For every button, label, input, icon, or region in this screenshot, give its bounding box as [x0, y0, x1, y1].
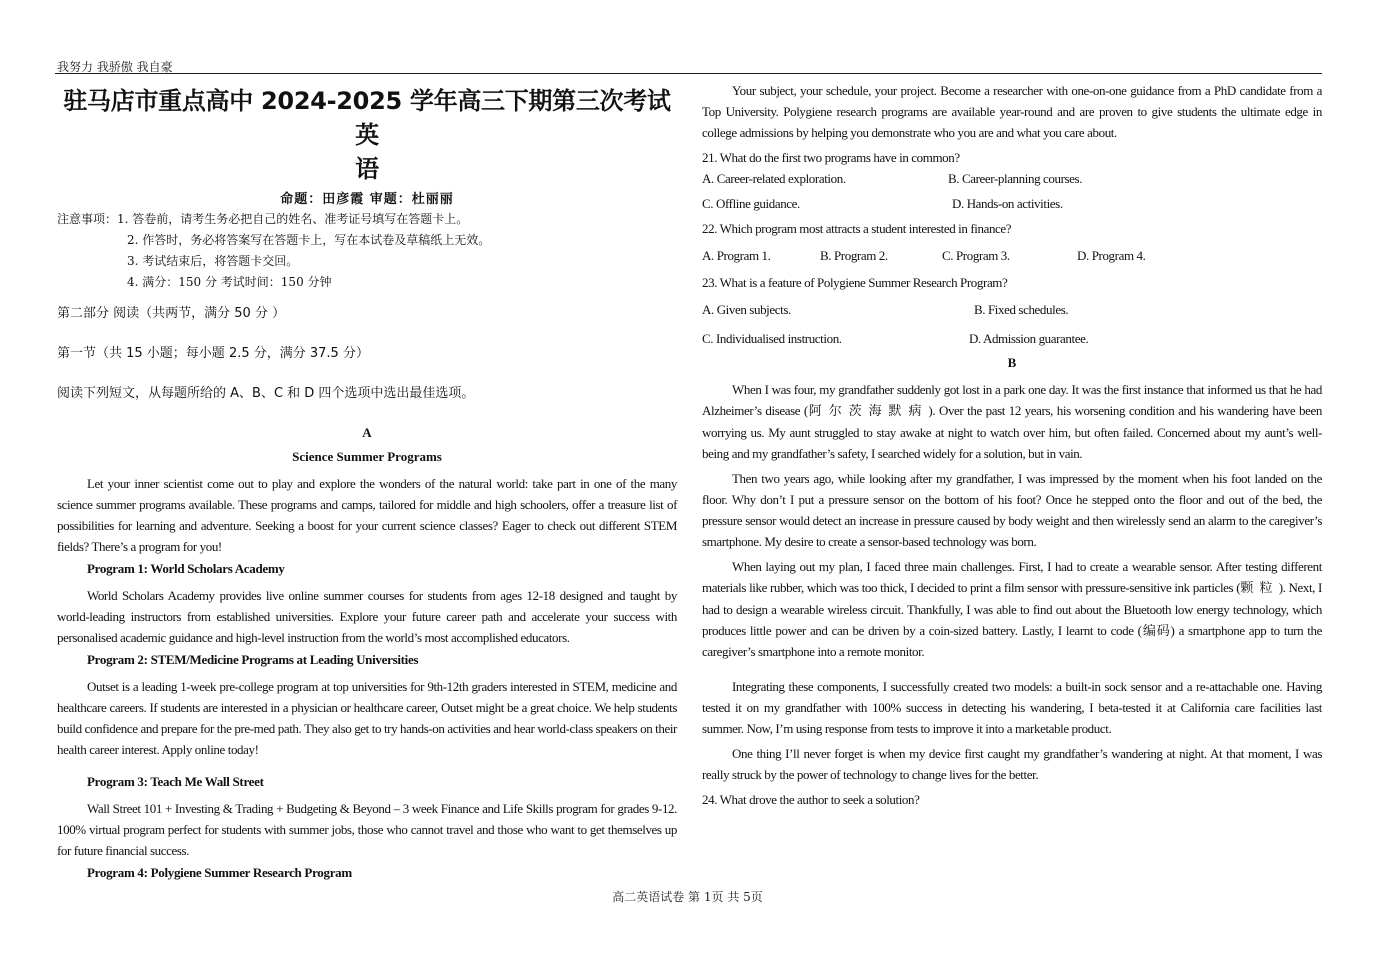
program-text: Outset is a leading 1-week pre-college program at top universities for 9th-12th graders interested in STEM, medicine and healthcare careers. If students are interested in a physician or healthcare career, Outset might be a great choice. We help students build confidence and prepare for the pre-med path. They also get to try hands-on activities and hear world-class speakers on their health career interest. Apply online today! [57, 679, 677, 757]
instruction: 阅读下列短文，从每题所给的 A、B、C 和 D 四个选项中选出最佳选项。 [57, 386, 475, 401]
passage-a-intro: Let your inner scientist come out to play and explore the wonders of the natural world: take part in one of the many science summer programs available. These programs and camps, tailored for middle and high schoolers, offer a treasure list of possibilities for learning and adventure. Seeking a boost for your current science classes? Eager to check out different STEM fields? There’s a program for you! [57, 476, 677, 554]
option: B. Fixed schedules. [974, 302, 1069, 317]
gloss-chinese: 阿尔茨海默病 [807, 404, 929, 419]
right-column [702, 80, 1322, 810]
option: C. Individualised instruction. [702, 331, 842, 346]
exam-title-line1: 驻马店市重点高中 2024-2025 学年高三下期第三次考试英 [63, 87, 671, 149]
passage-b-p3-text: When laying out my plan, I faced three main challenges. First, I had to create a wearable sensor. After testing different materials like rubber, which was too thick, I decided to print a film sensor with pressure-sensitive ink particles ( [702, 559, 1322, 595]
program-text: World Scholars Academy provides live online summer courses for students from ages 12-18 designed and taught by world-leading instructors from established universities. Explore your future career path and accelerate your success with personalised academic guidance and high-level instruction from the world’s most accomplished educators. [57, 588, 677, 645]
passage-b-paragraph: One thing I’ll never forget is when my device first caught my grandfather’s wandering at night. At that moment, I was really struck by the power of technology to change lives for the better. [702, 746, 1322, 782]
program-text: Your subject, your schedule, your project. Become a researcher with one-on-one guidance from a PhD candidate from a Top University. Polygiene research programs are available year-round and are proven to give students the ultimate edge in college admissions by helping you demonstrate who you are and what you care about. [702, 83, 1322, 140]
question-stem: 24. What drove the author to seek a solution? [702, 792, 920, 807]
question-options [702, 193, 1322, 218]
section-heading: 第一节（共 15 小题；每小题 2.5 分，满分 37.5 分） [57, 346, 369, 361]
option: C. Program 3. [942, 248, 1010, 263]
passage-b-paragraph [702, 556, 1322, 662]
passage-a-label: A [362, 425, 372, 440]
option: A. Given subjects. [702, 302, 791, 317]
program-title: Program 1: World Scholars Academy [87, 561, 285, 576]
school-motto: 我努力 我骄傲 我自豪 [57, 60, 173, 74]
passage-b-label: B [1007, 355, 1017, 370]
passage-a-title: Science Summer Programs [292, 449, 442, 464]
question-options [702, 245, 1322, 270]
passage-b-paragraph: Integrating these components, I successfully created two models: a built-in sock sensor and a re-attachable one. Having tested it on my grandfather with 100% success in detecting his wandering, I beta-tested it at California care facilities last summer. Now, I’m using response from tests to improve it into a marketable product. [702, 679, 1322, 736]
question-stem: 23. What is a feature of Polygiene Summer Research Program? [702, 275, 1008, 290]
left-column [57, 80, 677, 881]
option: D. Hands-on activities. [952, 196, 1063, 211]
option: A. Program 1. [702, 248, 771, 263]
passage-b-p1-text: When I was four, my grandfather suddenly got lost in a park one day. It was the first instance that informed us that he had Alzheimer’s disease ( [702, 382, 1322, 418]
question-stem: 21. What do the first two programs have in common? [702, 150, 960, 165]
part-heading: 第二部分 阅读（共两节，满分 50 分 ） [57, 306, 286, 321]
option: A. Career-related exploration. [702, 171, 846, 186]
passage-b-p1-text: ). Over the past 12 years, his worsening condition and his wandering have been worrying us. My aunt struggled to stay awake at night to watch over him, but often failed. Concerned about my aunt’s well-being and my grandfather’s safety, I searched widely for a solution, but in vain. [702, 403, 1322, 461]
option: B. Program 2. [820, 248, 888, 263]
exam-title-line2: 语 [355, 155, 379, 183]
program-title: Program 3: Teach Me Wall Street [87, 774, 264, 789]
question-options [702, 328, 1322, 353]
header-rule [55, 73, 1322, 74]
gloss-chinese: 颗粒 [1240, 581, 1279, 596]
option: C. Offline guidance. [702, 196, 800, 211]
note-item: 2. 作答时，务必将答案写在答题卡上，写在本试卷及草稿纸上无效。 [127, 233, 491, 247]
passage-b-p3-text: ). Next, I had to design a wearable wireless circuit. Thankfully, I was able to find out about the Bluetooth low energy technology, which produces little power and can be driven by a coin-sized battery. Lastly, I learnt to code (编码) a smartphone app to turn the caregiver’s smartphone into a remote monitor. [702, 580, 1322, 659]
question-options [702, 168, 1322, 193]
passage-b-paragraph [702, 379, 1322, 464]
program-title: Program 2: STEM/Medicine Programs at Leading Universities [87, 652, 419, 667]
note-item: 4. 满分：150 分 考试时间：150 分钟 [127, 275, 332, 289]
page-footer: 高二英语试卷 第 1页 共 5页 [612, 890, 763, 904]
question-options [702, 299, 1322, 324]
exam-title [57, 84, 677, 186]
exam-authors: 命题：田彦霞 审题：杜丽丽 [280, 192, 454, 207]
note-item: 3. 考试结束后，将答题卡交回。 [127, 254, 299, 268]
question-stem: 22. Which program most attracts a student interested in finance? [702, 221, 1012, 236]
option: D. Admission guarantee. [969, 331, 1089, 346]
program-title: Program 4: Polygiene Summer Research Program [87, 865, 352, 880]
note-item: 注意事项：1. 答卷前，请考生务必把自己的姓名、准考证号填写在答题卡上。 [57, 212, 469, 226]
option: D. Program 4. [1077, 248, 1146, 263]
option: B. Career-planning courses. [948, 171, 1083, 186]
passage-b-paragraph: Then two years ago, while looking after my grandfather, I was impressed by the moment when his foot landed on the floor. Why don’t I put a pressure sensor on the bottom of his foot? Once he stepped onto the floor and out of the bed, the pressure sensor would detect an increase in pressure caused by body weight and then wirelessly send an alarm to the caregiver’s smartphone. My desire to create a sensor-based technology was born. [702, 471, 1322, 549]
exam-notes [57, 209, 677, 293]
program-text: Wall Street 101 + Investing & Trading + Budgeting & Beyond – 3 week Finance and Life Skills program for grades 9-12. 100% virtual program perfect for students with summer jobs, those who cannot travel and those who want to get themselves up for future financial success. [57, 801, 677, 858]
